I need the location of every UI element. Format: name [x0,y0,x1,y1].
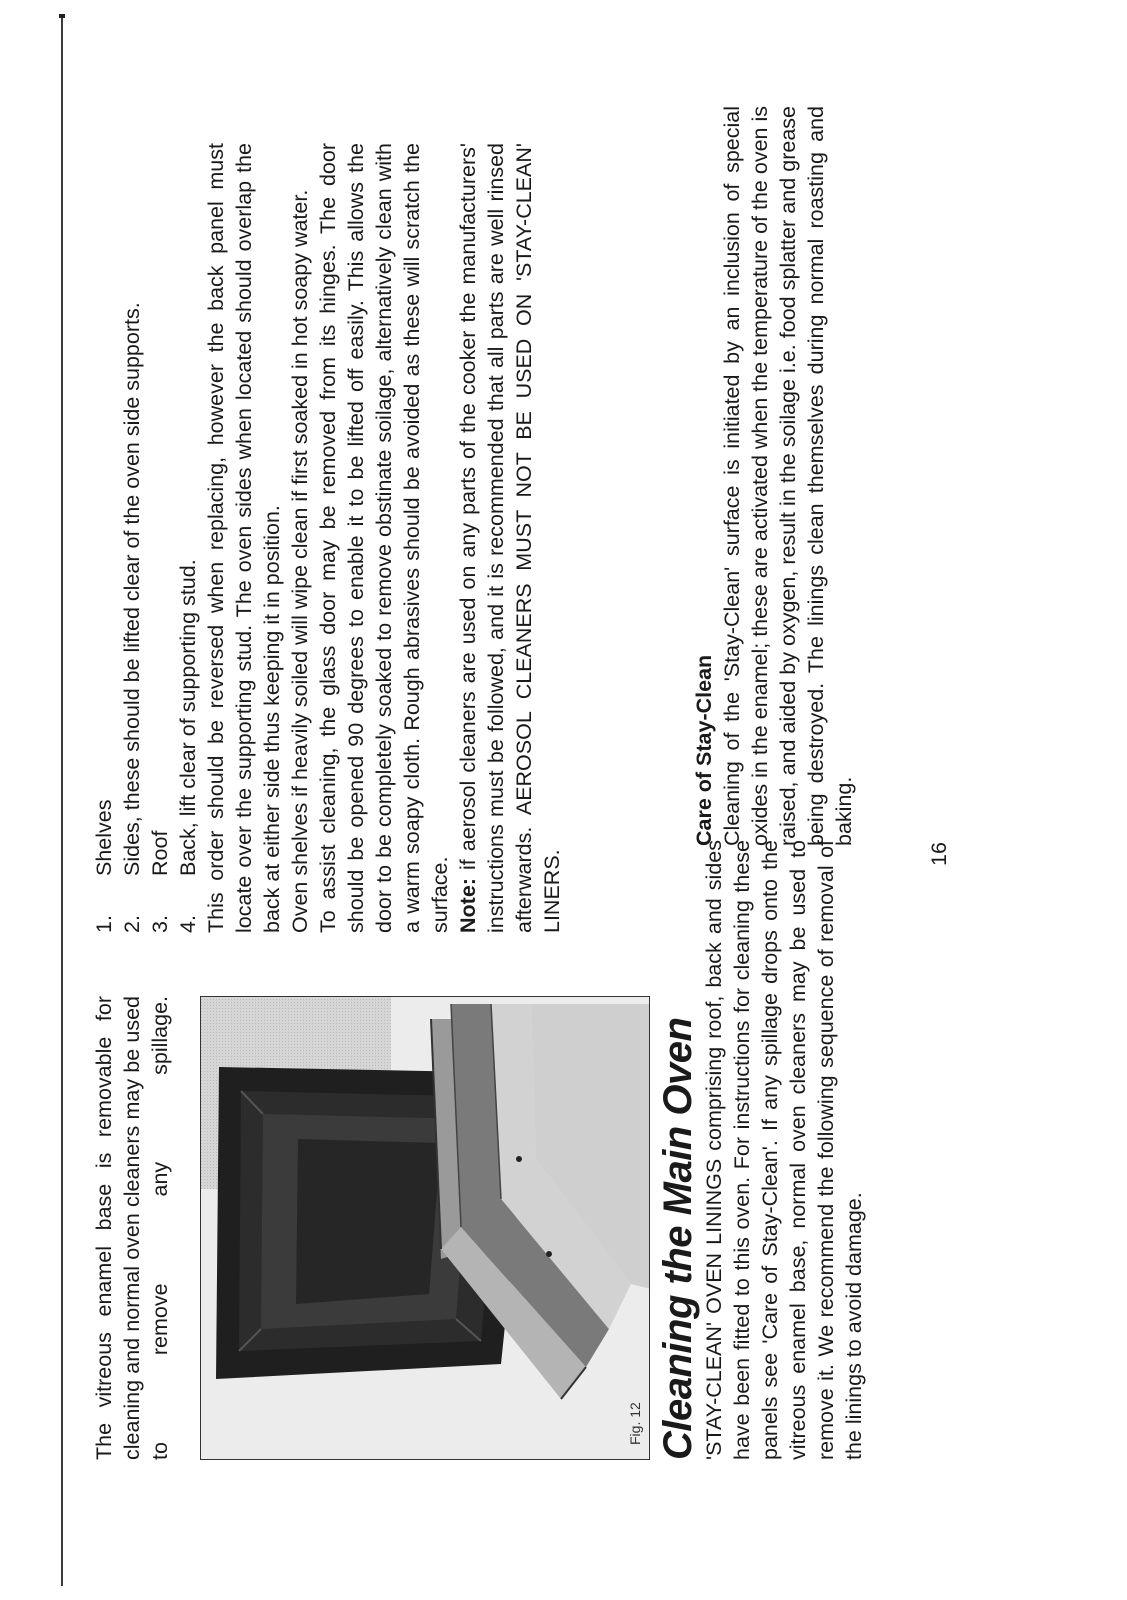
page-edge-mark [59,14,65,18]
page-edge-line [61,14,63,1586]
reversal-paragraph: This order should be reversed when replacing, however the back panel must locate over the supporting stud. The oven sides when located should overlap the back at either side thus keeping it in position. [204,143,284,933]
step-text: Back, lift clear of supporting stud. [176,559,200,876]
intro-paragraph: The vitreous enamel base is removable for cleaning and normal oven cleaners may be used to remove any spillage. [92,996,172,1460]
care-paragraph: Cleaning of the 'Stay-Clean' surface is initiated by an inclusion of special oxides in the enamel; these are activated when the temperature of the oven is raised, and aided by oxygen, result in the soilage i.e. food splatter and grease being destroyed. The linings clean themselves during normal roasting and baking. [720,106,856,846]
note-label: Note: [456,878,480,933]
step-number: 2. [120,915,144,933]
oven-door-photo [201,996,650,1459]
step-number: 1. [92,915,116,933]
step-text: Shelves [92,799,116,876]
figure-caption: Fig. 12 [627,1402,643,1445]
section-title: Cleaning the Main Oven [656,1017,700,1460]
door-paragraph: To assist cleaning, the glass door may be removed from its hinges. The door should be opened 90 degrees to enable it to be lifted off easily. This allows the door to be completely soaked to remove obstinate soilage, alternatively clean with a warm soapy cloth. Rough abrasives should be avoided as these will scratch the surface. [316,143,452,933]
step-text: Roof [148,830,172,876]
removal-step [146,143,174,933]
rotated-page [90,100,1020,1478]
note-text: if aerosol cleaners are used on any parts of the cooker the manufacturers' instructions must be followed, and it is recommended that all parts are well rinsed afterwards. AEROSOL CLEANERS MUST NOT BE USED ON 'STAY-CLEAN' LINERS. [456,143,564,933]
step-text: Sides, these should be lifted clear of the oven side supports. [120,302,144,876]
step-number: 4. [176,915,200,933]
removal-step [118,143,146,933]
figure-oven-photo [200,996,650,1460]
section-body: 'STAY-CLEAN' OVEN LININGS comprising roof, back and sides have been fitted to this oven. For instructions for cleaning these panels see 'Care of Stay-Clean'. If any spillage drops onto the vitreous enamel base, normal oven cleaners may be used to remove it. We recommend the following sequence of removal of the linings to avoid damage. [702,840,866,1460]
removal-step [90,143,118,933]
note-paragraph [454,143,566,933]
instruction-column [90,143,566,933]
shelves-paragraph: Oven shelves if heavily soiled will wipe clean if first soaked in hot soapy water. [288,189,312,933]
step-number: 3. [148,915,172,933]
removal-step [174,143,202,933]
care-heading: Care of Stay-Clean [692,654,716,846]
page-number: 16 [927,842,951,866]
